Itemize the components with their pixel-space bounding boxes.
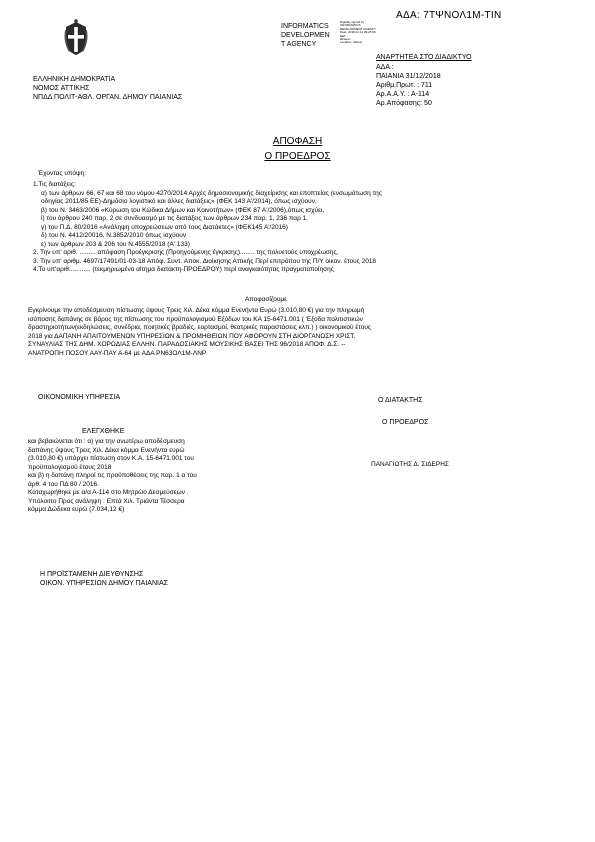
body-line: δραστηριοτήτων(εκδηλώσεις, συνέδρια, ποιητικές βραδιές, εορτασμοί, θεατρικές παραστάσεις κλπ.) ) οικονομικού έτους — [28, 324, 372, 331]
body-line: ΑΝΑΤΡΟΠΗ ΠΟΣΟΥ ΑΑΥ-ΠΑΥ Α-64 με ΑΔΑ ΡΝ63ΟΛ1Μ-ΛΝΡ — [28, 349, 207, 357]
provision-line: 3. Την υπ' αριθμ. 4697/17491/01-03-18 Απόφ. Συντ. Αποκ. Διοίκησης Αττικής Περί επιτρόπου της Π/Υ οικον. έτους 2018 — [33, 257, 377, 265]
provision-line: 4.Το υπ'αριθ............ (τεκμηριωμένο αίτημα διατάκτη-ΠΡΟΕΔΡΟΥ) περί αναγκαιότητας πραγματοποίησης — [33, 266, 334, 273]
agency-logo-line: T AGENCY — [281, 41, 317, 48]
agency-logo — [281, 22, 337, 49]
issuer-line: ΕΛΛΗΝΙΚΗ ΔΗΜΟΚΡΑΤΙΑ — [33, 76, 116, 83]
signature-line: DEVELOPMENT AGENCY — [340, 26, 376, 31]
checked-label: ΕΛΕΓΧΘΗΚΕ — [82, 428, 125, 435]
checked-line: Υπόλοιπο Προς ανάληψη : Επτά Χιλ. Τριάντα Τέσσερα — [28, 497, 185, 505]
agency-logo-line: INFORMATICS — [281, 23, 329, 30]
we-decide-label: Αποφασίζουμε — [245, 296, 288, 303]
issuer-header — [33, 75, 182, 102]
authorizer-label: Ο ΔΙΑΤΑΚΤΗΣ — [378, 397, 423, 404]
body-line: Εγκρίνουμε την αποδέσμευση πίστωσης ύψους Τρεις Χιλ. Δέκα κόμμα Ενενήντα Ευρώ (3.010,80 €) για την πληρωμή — [28, 307, 365, 314]
legal-provisions — [33, 181, 382, 275]
checked-line: (3.010,80 €) υπάρχει πίστωση στον Κ.Α. 15-6471.001 του — [28, 455, 194, 462]
digital-signature-block — [340, 21, 376, 45]
footer-block — [40, 570, 168, 588]
having-regard-label: Έχοντας υπόψη: — [38, 170, 87, 177]
signature-line: Reason: — [340, 37, 352, 42]
greek-emblem-icon — [63, 18, 89, 58]
decision-body — [28, 307, 371, 358]
provision-line: ε) των άρθρων 203 & 206 του Ν.4555/2018 (Α' 133) — [41, 240, 190, 248]
checked-line: προϋπολογισμού έτους 2018 — [28, 463, 112, 471]
signatory-name: ΠΑΝΑΓΙΩΤΗΣ Δ. ΣΙΔΕΡΗΣ — [371, 461, 449, 468]
footer-line: ΟΙΚΟΝ. ΥΠΗΡΕΣΙΩΝ ΔΗΜΟΥ ΠΑΙΑΝΙΑΣ — [40, 580, 168, 587]
document-title: ΑΠΟΦΑΣΗ — [272, 136, 323, 147]
footer-line: Η ΠΡΟΪΣΤΑΜΕΝΗ ΔΙΕΥΘΥΝΣΗΣ — [40, 571, 144, 578]
issuer-line: ΝΠΔΔ ΠΟΛΙΤ-ΑΘΛ. ΟΡΓΑΝ. ΔΗΜΟΥ ΠΑΙΑΝΙΑΣ — [33, 94, 183, 101]
body-line: ισόποσης δαπάνης σε βάρος της πίστωσης του προϋπολογισμού Εξόδων του ΚΑ 15-6471.001 ( 'Εξοδα πολιτιστικών — [28, 315, 363, 323]
signature-line: Location: Athens — [340, 40, 363, 45]
agency-logo-line: DEVELOPMEN — [281, 32, 330, 39]
meta-line: ΑΔΑ : — [376, 64, 394, 71]
document-subtitle: Ο ΠΡΟΕΔΡΟΣ — [264, 151, 331, 162]
signature-line: INFORMATICS — [340, 23, 361, 28]
checked-line: άρθ. 4 του ΠΔ 80 / 2016. — [28, 480, 99, 488]
president-label: Ο ΠΡΟΕΔΡΟΣ — [382, 419, 429, 426]
checked-line: Καταχωρήθηκε με α/α Α-114 στο Μητρώο Δεσμεύσεων . — [28, 489, 189, 496]
checked-line: δαπάνης ύψους Τρεις Χιλ. Δέκα κόμμα Ενενήντα ευρώ — [28, 446, 185, 454]
body-line: ΣΥΝΑΥΛΙΑΣ ΤΗΣ ΔΗΜ. ΧΟΡΩΔΙΑΣ ΕΛΛΗΝ. ΠΑΡΑΔΟΣΙΑΚΗΣ ΜΟΥΣΙΚΗΣ ΒΑΣΕΙ ΤΗΣ 96/2018 ΑΠΟΦ. Δ.Σ. -- — [28, 341, 346, 348]
body-line: 2018 για ΔΑΠΑΝΗ ΑΠΑΙΤΟΥΜΕΝΩΝ ΥΠΗΡΕΣΙΩΝ & ΠΡΟΜΗΘΕΙΩΝ ΠΟΥ ΑΦΟΡΟΥΝ ΣΤΗ ΔΙΟΡΓΑΝΩΣΗ ΧΡΙΣΤ. — [28, 332, 356, 340]
provision-line: γ) του Π.Δ. 80/2016 «Ανάληψη υποχρεώσεων από τους Διατάκτες» (ΦΕΚ145 Α'/2016) — [41, 223, 288, 231]
meta-line: ΠΑΙΑΝΙΑ 31/12/2018 — [376, 73, 441, 80]
economic-service-label: ΟΙΚΟΝΟΜΙΚΗ ΥΠΗΡΕΣΙΑ — [38, 394, 121, 401]
ada-header: ΑΔΑ: 7ΤΨΝΟΛ1Μ-ΤΙΝ — [396, 10, 502, 21]
meta-line: Αριθμ.Πρωτ. : 711 — [376, 82, 433, 89]
signature-line: Date: 2018.12.31 09:25:59 — [340, 30, 376, 35]
provision-line: β) του Ν. 3463/2006 «Κύρωση του Κώδικα Δήμων και Κοινοτήτων» (ΦΕΚ 87 Α'/2006),όπως ισχύει, — [41, 206, 325, 214]
provision-line: 1.Τις διατάξεις: — [33, 181, 76, 188]
issuer-line: ΝΟΜΟΣ ΑΤΤΙΚΗΣ — [33, 85, 90, 92]
meta-line: Αρ.Απόφασης: 50 — [376, 100, 432, 107]
provision-line: α) των άρθρων 66, 67 και 68 του νόμου 4270/2014 Αρχές δημοσιονομικής διαχείρισης και εποπτείας (ενσωμάτωση της — [41, 189, 382, 197]
provision-line: δ) του Ν. 4412/20016, Ν.3852/2010 όπως ισχύουν — [41, 232, 187, 239]
publish-online-label: ΑΝΑΡΤΗΤΕΑ ΣΤΟ ΔΙΑΔΙΚΤΥΟ — [376, 54, 472, 61]
signature-line: EET — [340, 33, 346, 38]
checked-line: και β) η δαπάνη πληροί τις προϋποθέσεις της παρ. 1 α του — [28, 472, 197, 479]
provision-line: ί) του άρθρου 240 παρ. 2 σε συνδυασμό με τις διατάξεις των άρθρων 234 παρ. 1, 236 παρ 1. — [41, 215, 308, 222]
provision-line: 2. Την υπ' αριθ. ......... απόφαση Προέγκρισης (Προηγούμενης έγκρισης)........ της πολυετούς υποχρέωσης, — [33, 249, 339, 256]
signature-line: Digitally signed by — [340, 20, 365, 24]
meta-line: Αρ.Α.Α.Υ. : Α-114 — [376, 91, 430, 98]
checked-line: κόμμα Δώδεκα ευρώ (7.034,12 €) — [28, 506, 125, 513]
document-meta — [376, 53, 472, 108]
checked-line: και βεβαιώνεται ότι : α) για την ανωτέρω αποδέσμευση — [28, 438, 185, 445]
provision-line: οδηγίας 2011/85 ΕΕ)-Δημόσιο λογιστικό και άλλες διατάξεις» (ΦΕΚ 143 Α'/2014), όπως ισχύουν, — [41, 198, 317, 205]
checked-details — [28, 438, 197, 515]
